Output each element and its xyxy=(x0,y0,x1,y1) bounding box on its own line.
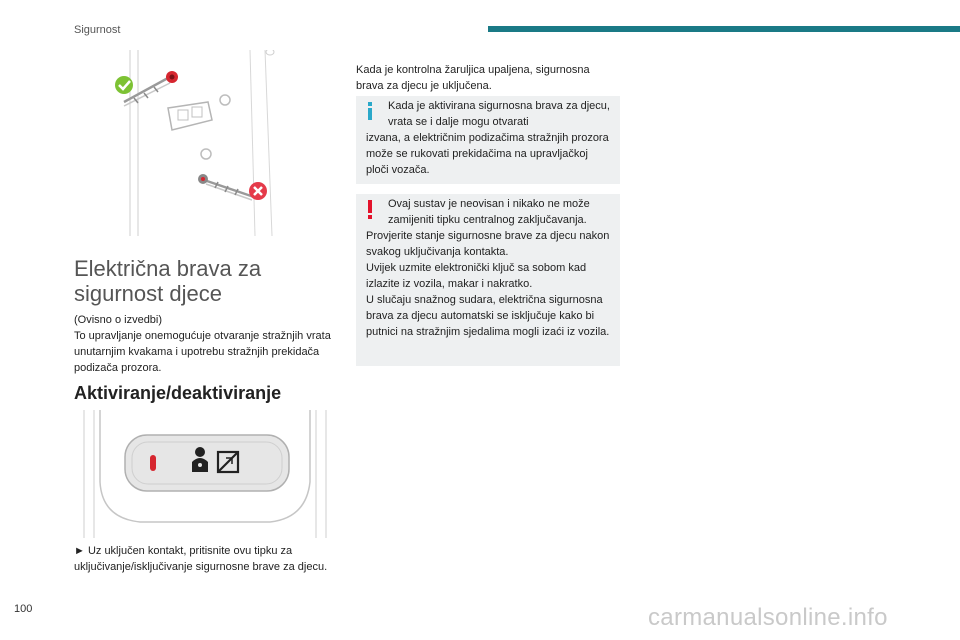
check-icon xyxy=(115,76,133,94)
info-icon xyxy=(365,102,375,120)
intro-description: To upravljanje onemogućuje otvaranje stražnjih vrata unutarnjim kvakama i upotrebu stražnjih prekidača podizača prozora. xyxy=(74,330,331,374)
subtitle: Aktiviranje/deaktiviranje xyxy=(74,383,282,403)
warning-first: Ovaj sustav je neovisan i nikako ne može zamijeniti tipku centralnog zaključavanja. xyxy=(388,198,590,226)
header-accent-bar xyxy=(488,26,960,32)
intro-note: (Ovisno o izvedbi) xyxy=(74,314,163,326)
warning-collision: U slučaju snažnog sudara, električna sigurnosna brava za djecu automatski se isključuje kako bi putnici na stražnjim sjedalima mogli izaći iz vozila. xyxy=(366,294,610,338)
info-rest: izvana, a električnim podizačima stražnjih prozora može se rukovati prekidačima na upravljačkoj ploči vozača. xyxy=(366,132,609,176)
section-title: Električna brava za sigurnost djece xyxy=(74,256,262,306)
step-instruction: ► Uz uključen kontakt, pritisnite ovu tipku za uključivanje/isključivanje sigurnosne brave za djecu. xyxy=(74,545,328,573)
intro-text xyxy=(74,312,334,376)
warning-key: Uvijek uzmite elektronički ključ sa sobom kad izlazite iz vozila, makar i nakratko. xyxy=(366,262,587,290)
info-note xyxy=(356,96,620,184)
cross-icon xyxy=(249,182,267,200)
info-first-line: Kada je aktivirana sigurnosna brava za djecu, vrata se i dalje mogu otvarati xyxy=(388,100,610,128)
warning-icon xyxy=(365,200,375,220)
warning-note xyxy=(356,194,620,366)
page-number: 100 xyxy=(14,603,33,615)
watermark: carmanualsonline.info xyxy=(648,604,888,631)
door-lock-illustration xyxy=(100,50,290,236)
child-lock-button-illustration xyxy=(80,410,330,538)
indicator-description: Kada je kontrolna žaruljica upaljena, sigurnosna brava za djecu je uključena. xyxy=(356,64,590,92)
header-section: Sigurnost xyxy=(74,24,121,36)
warning-check: Provjerite stanje sigurnosne brave za djecu nakon svakog uključivanja kontakta. xyxy=(366,230,610,258)
